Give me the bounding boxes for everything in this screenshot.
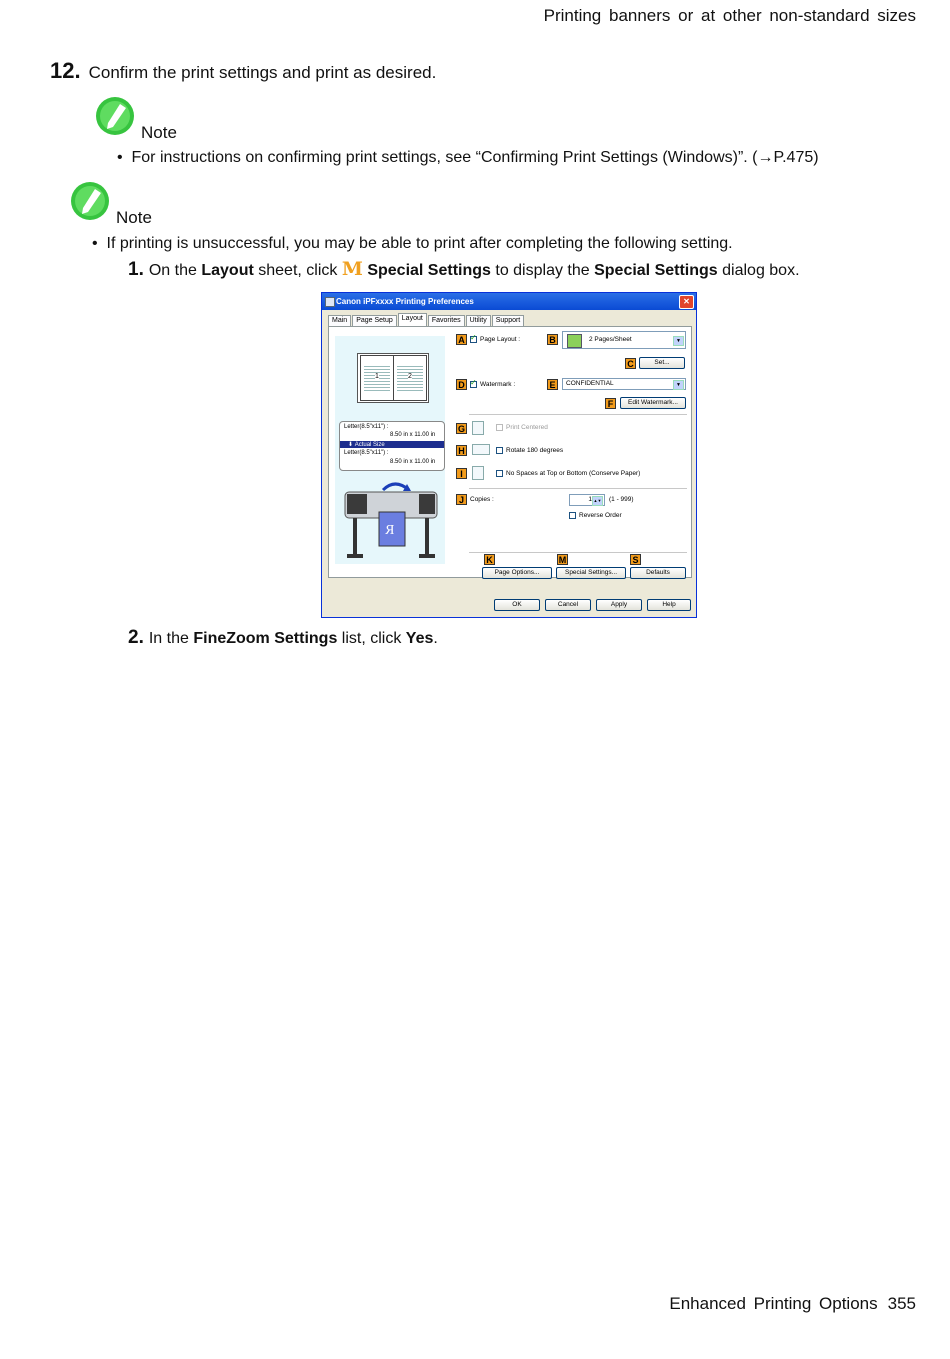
bold-text: Special Settings (367, 262, 491, 279)
page-number: 355 (887, 1294, 916, 1313)
separator (469, 552, 687, 553)
label-s: S (630, 554, 641, 565)
printer-icon (325, 297, 335, 307)
watermark-label: Watermark : (480, 381, 516, 388)
text: to display the (490, 262, 595, 279)
no-spaces-label: No Spaces at Top or Bottom (Conserve Paper) (506, 470, 641, 477)
help-button[interactable]: Help (647, 599, 691, 611)
copies-input[interactable] (569, 494, 605, 506)
preview-area (335, 336, 445, 564)
rotate-icon (472, 444, 490, 455)
rotate-checkbox[interactable] (496, 447, 503, 454)
close-button[interactable]: ✕ (679, 295, 694, 309)
note-pencil-icon (95, 96, 135, 136)
page-header: Printing banners or at other non-standard sizes (543, 6, 916, 25)
reverse-order-label: Reverse Order (579, 512, 622, 519)
ok-button[interactable]: OK (494, 599, 540, 611)
paper-size-info (339, 421, 445, 471)
footer-section: Enhanced Printing Options (669, 1294, 878, 1313)
dim-text: 8.50 in x 11.00 in (390, 459, 436, 465)
text: sheet, click (253, 262, 342, 279)
set-button[interactable]: Set... (639, 357, 685, 369)
special-settings-button[interactable]: Special Settings... (556, 567, 626, 579)
down-arrow-icon: ⬇ (348, 442, 354, 448)
text: On the (148, 262, 202, 279)
printing-preferences-dialog (321, 292, 697, 618)
substep-1 (128, 258, 800, 281)
watermark-value: CONFIDENTIAL (566, 380, 614, 387)
substep-2 (128, 627, 438, 649)
chevron-down-icon: ▼ (673, 336, 684, 346)
defaults-button[interactable]: Defaults (630, 567, 686, 579)
label-f: F (605, 398, 616, 409)
substep-number: 1. (128, 259, 144, 280)
page-footer (669, 1294, 916, 1314)
dialog-title: Canon iPFxxxx Printing Preferences (336, 297, 474, 306)
step-text: Confirm the print settings and print as desired. (88, 63, 437, 82)
note-pencil-icon (70, 181, 110, 221)
note-bullet: • If printing is unsuccessful, you may be able to print after completing the following setting. (92, 235, 733, 252)
dialog-titlebar (322, 293, 696, 310)
tab-main[interactable]: Main (328, 315, 351, 327)
note-label: Note (116, 208, 152, 227)
page-layout-select[interactable] (562, 331, 686, 349)
page-number: 2 (408, 373, 412, 380)
layout-preview (357, 353, 429, 403)
size-text: Letter(8.5"x11") : (344, 450, 389, 456)
no-spaces-checkbox[interactable] (496, 470, 503, 477)
separator (469, 414, 687, 415)
cancel-button[interactable]: Cancel (545, 599, 591, 611)
tab-utility[interactable]: Utility (466, 315, 491, 327)
label-k: K (484, 554, 495, 565)
conserve-paper-icon (472, 466, 484, 480)
label-j: J (456, 494, 467, 505)
label-c: C (625, 358, 636, 369)
layout-value: 2 Pages/Sheet (589, 336, 632, 343)
page-number: 1 (375, 373, 379, 380)
note-label: Note (141, 123, 177, 142)
actual-size-text: Actual Size (354, 442, 385, 448)
page-layout-checkbox[interactable] (470, 336, 477, 343)
print-centered-checkbox[interactable] (496, 424, 503, 431)
preview-page (360, 355, 394, 401)
apply-button[interactable]: Apply (596, 599, 642, 611)
note-bullet: • For instructions on confirming print settings, see “Confirming Print Settings (Windows)”. (→P.475) (117, 149, 819, 166)
copies-range: (1 - 999) (609, 496, 634, 503)
label-b: B (547, 334, 558, 345)
bold-text: FineZoom Settings (193, 630, 338, 647)
size-text: Letter(8.5"x11") : (344, 424, 389, 430)
spinner-icon[interactable]: ▲▼ (592, 496, 603, 506)
mirrored-r-text: R (385, 523, 395, 538)
bold-text: Layout (201, 262, 254, 279)
text: In the (148, 630, 194, 647)
substep-number: 2. (128, 627, 144, 648)
label-m: M (558, 555, 567, 565)
note-bullet-text: For instructions on confirming print settings, see “Confirming Print Settings (Windows)”. (→P.475) (131, 149, 819, 166)
edit-watermark-button[interactable]: Edit Watermark... (620, 397, 686, 409)
print-centered-icon (472, 421, 484, 435)
dim-text: 8.50 in x 11.00 in (390, 432, 436, 438)
tab-layout[interactable]: Layout (398, 313, 427, 328)
layout-panel (328, 326, 692, 578)
watermark-checkbox[interactable] (470, 381, 477, 388)
text: list, click (337, 630, 406, 647)
separator (469, 488, 687, 489)
m-label-icon: M (341, 258, 363, 280)
label-g: G (457, 424, 465, 434)
reverse-order-checkbox[interactable] (569, 512, 576, 519)
rotate-label: Rotate 180 degrees (506, 447, 564, 454)
copies-label: Copies : (470, 496, 494, 503)
label-i: I (456, 468, 467, 479)
text: dialog box. (717, 262, 800, 279)
page-layout-label: Page Layout : (480, 336, 521, 343)
print-centered-label: Print Centered (506, 424, 548, 431)
actual-size-bar (340, 441, 444, 448)
text: . (433, 630, 438, 647)
step-number: 12. (50, 58, 81, 83)
step-12 (50, 58, 436, 84)
label-e: E (547, 379, 558, 390)
tab-favorites[interactable]: Favorites (428, 315, 465, 327)
tab-support[interactable]: Support (492, 315, 525, 327)
preview-page (393, 355, 427, 401)
note-bullet-text: If printing is unsuccessful, you may be able to print after completing the following setting. (106, 235, 733, 252)
bold-text: Special Settings (594, 262, 718, 279)
page-options-button[interactable]: Page Options... (482, 567, 552, 579)
bold-text: Yes (405, 630, 434, 647)
label-a: A (456, 334, 467, 345)
label-h: H (456, 445, 467, 456)
label-d: D (456, 379, 467, 390)
layout-icon (567, 334, 582, 348)
copies-value: 1 (588, 496, 592, 503)
printer-illustration-icon (339, 476, 443, 562)
tab-page-setup[interactable]: Page Setup (352, 315, 397, 327)
chevron-down-icon: ▼ (673, 380, 684, 390)
watermark-select[interactable] (562, 378, 686, 390)
